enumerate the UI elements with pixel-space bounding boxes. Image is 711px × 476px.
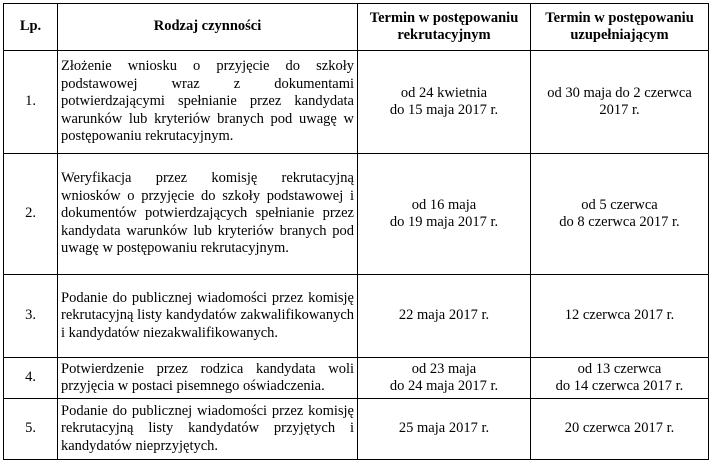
recruitment-term-line: od 16 maja (411, 196, 477, 213)
table-row (4, 275, 709, 358)
supplementary-term-line: 12 czerwca 2017 r. (564, 307, 675, 324)
row-number: 4. (4, 358, 58, 399)
table-row (4, 154, 709, 275)
recruitment-term (358, 358, 531, 399)
header-supplementary-line2: uzupełniającym (570, 27, 669, 43)
activity-description: Podanie do publicznej wiadomości przez komisję rekrutacyjną listy kandydatów przyjętych i kandydatów nieprzyjętych. (58, 399, 358, 460)
header-row (4, 4, 709, 51)
header-recruitment-line2: rekrutacyjnym (397, 27, 491, 43)
row-number: 1. (4, 51, 58, 154)
activity-description: Potwierdzenie przez rodzica kandydata woli przyjęcia w postaci pisemnego oświadczenia. (58, 358, 358, 399)
recruitment-term-line: 25 maja 2017 r. (398, 420, 490, 437)
recruitment-schedule-table (3, 3, 709, 460)
row-number: 2. (4, 154, 58, 275)
header-lp: Lp. (4, 4, 58, 51)
supplementary-term (531, 275, 709, 358)
schedule-table-container (3, 3, 709, 460)
row-number: 5. (4, 399, 58, 460)
supplementary-term-line: od 13 czerwca (577, 360, 662, 377)
supplementary-term-line: od 30 maja do 2 czerwca (547, 84, 692, 101)
header-supplementary-term (531, 4, 709, 51)
activity-description: Weryfikacja przez komisję rekrutacyjną wniosków o przyjęcie do szkoły podstawowej i dokumentów potwierdzających spełnianie przez kandydata warunków lub kryteriów branych pod uwagę w postępowaniu rekrutacyjnym. (58, 154, 358, 275)
supplementary-term-line: 2017 r. (599, 102, 640, 118)
activity-description: Złożenie wniosku o przyjęcie do szkoły podstawowej wraz z dokumentami potwierdzającymi spełnianie przez kandydata warunków lub kryteriów branych pod uwagę w postępowaniu rekrutacyjnym. (58, 51, 358, 154)
supplementary-term-line: do 14 czerwca 2017 r. (555, 378, 684, 394)
recruitment-term (358, 275, 531, 358)
recruitment-term (358, 154, 531, 275)
header-activity: Rodzaj czynności (58, 4, 358, 51)
row-number: 3. (4, 275, 58, 358)
supplementary-term-line: do 8 czerwca 2017 r. (559, 214, 680, 230)
supplementary-term (531, 358, 709, 399)
supplementary-term (531, 399, 709, 460)
recruitment-term-line: od 23 maja (411, 360, 477, 377)
header-supplementary-line1: Termin w postępowaniu (545, 9, 694, 26)
recruitment-term-line: do 15 maja 2017 r. (389, 102, 499, 118)
supplementary-term-line: od 5 czerwca (581, 196, 658, 213)
supplementary-term (531, 51, 709, 154)
recruitment-term-line: do 24 maja 2017 r. (389, 378, 499, 394)
table-row (4, 51, 709, 154)
supplementary-term (531, 154, 709, 275)
recruitment-term-line: do 19 maja 2017 r. (389, 214, 499, 230)
recruitment-term (358, 51, 531, 154)
supplementary-term-line: 20 czerwca 2017 r. (564, 420, 675, 437)
header-recruitment-term (358, 4, 531, 51)
table-row (4, 358, 709, 399)
recruitment-term-line: od 24 kwietnia (400, 84, 488, 101)
table-row (4, 399, 709, 460)
header-recruitment-line1: Termin w postępowaniu (369, 9, 519, 26)
recruitment-term (358, 399, 531, 460)
recruitment-term-line: 22 maja 2017 r. (398, 307, 490, 324)
activity-description: Podanie do publicznej wiadomości przez komisję rekrutacyjną listy kandydatów zakwalifikowanych i kandydatów niezakwalifikowanych. (58, 275, 358, 358)
